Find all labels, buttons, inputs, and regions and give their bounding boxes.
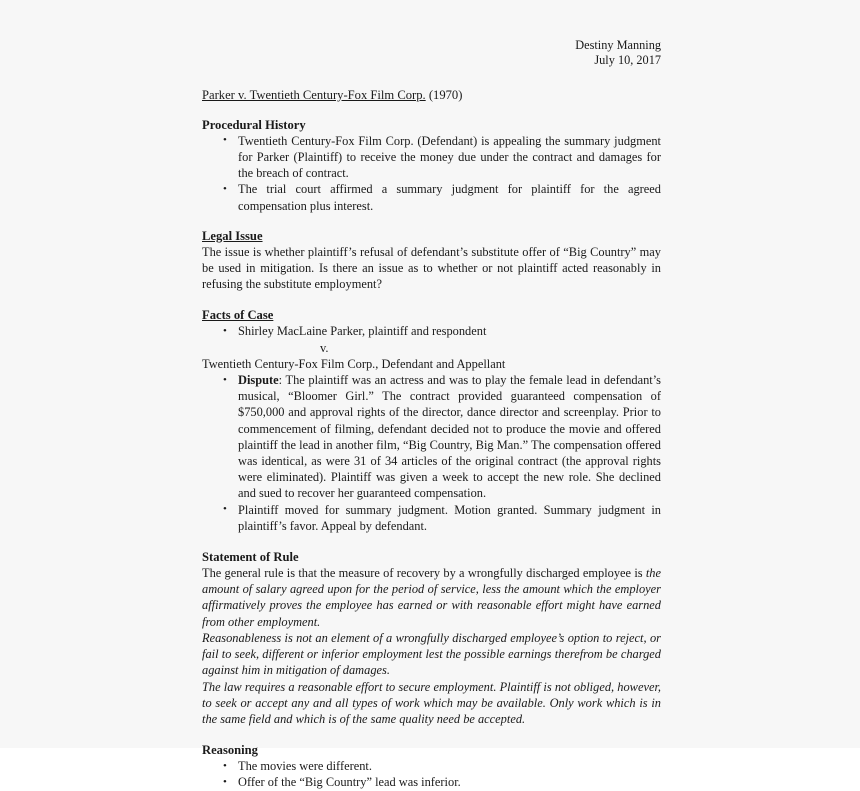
heading-facts-of-case: Facts of Case — [202, 308, 274, 323]
list-item: • The trial court affirmed a summary judgment for plaintiff for the agreed compensation plus interest. — [202, 181, 661, 213]
statement-of-rule-paragraph-1 — [202, 565, 661, 630]
case-citation-title — [202, 87, 661, 103]
versus-line: v. — [320, 340, 329, 355]
list-item-dispute — [202, 372, 661, 502]
heading-statement-of-rule: Statement of Rule — [202, 550, 299, 565]
heading-legal-issue: Legal Issue — [202, 228, 263, 243]
defendant-party-line: Twentieth Century-Fox Film Corp., Defendant and Appellant — [202, 356, 506, 371]
statement-of-rule-paragraph-2: Reasonableness is not an element of a wrongfully discharged employee’s option to reject, or fail to seek, different or inferior employment lest the possible earnings therefrom be charged against him in mitigation of damages. — [202, 630, 661, 678]
case-year: (1970) — [425, 87, 463, 102]
statement-of-rule-paragraph-3: The law requires a reasonable effort to secure employment. Plaintiff is not obliged, however, to seek or accept any and all types of work which may be available. Only work which is in the same field and which is of the same quality need be accepted. — [202, 679, 661, 726]
heading-reasoning: Reasoning — [202, 743, 258, 758]
dispute-body: : The plaintiff was an actress and was to play the female lead in defendant’s musical, “Bloomer Girl.” The contract provided guaranteed compensation of $750,000 and approval rights of the director, dance director and screenplay. Prior to commencement of filming, defendant decided not to produce the movie and offered plaintiff the lead in another film, “Big Country, Big Man.” The compensation offered was identical, as were 31 of 34 articles of the original contract (the approval rights were eliminated). Plaintiff was given a week to accept the new role. She declined and sued to recover her guaranteed compensation. — [238, 373, 661, 501]
rule-lead-in: The general rule is that the measure of recovery by a wrongfully discharged employee is — [202, 566, 646, 581]
list-item: • Offer of the “Big Country” lead was inferior. — [202, 774, 661, 790]
list-item: • Twentieth Century-Fox Film Corp. (Defendant) is appealing the summary judgment for Parker (Plaintiff) to receive the money due under the contract and damages for the breach of contract. — [202, 133, 661, 182]
reasoning-list — [202, 758, 661, 790]
case-name: Parker v. Twentieth Century-Fox Film Corp. — [202, 87, 426, 102]
list-item: • Plaintiff moved for summary judgment. Motion granted. Summary judgment in plaintiff’s favor. Appeal by defendant. — [202, 502, 661, 534]
facts-dispute-list — [202, 372, 661, 534]
author-name: Destiny Manning — [575, 38, 661, 52]
list-item: • Shirley MacLaine Parker, plaintiff and respondent — [202, 323, 661, 339]
document-date: July 10, 2017 — [594, 53, 661, 68]
rule-italic-quote: the amount of salary agreed upon for the period of service, less the amount which the employer affirmatively proves the employee has earned or with reasonable effort might have earned from other employment. — [202, 566, 661, 629]
legal-issue-body: The issue is whether plaintiff’s refusal of defendant’s substitute offer of “Big Country” may be used in mitigation. Is there an issue as to whether or not plaintiff acted reasonably in refusing the substitute employment? — [202, 244, 661, 292]
facts-party-list — [202, 323, 661, 339]
dispute-label: Dispute — [238, 373, 279, 388]
list-item: • The movies were different. — [202, 758, 661, 774]
document-header — [202, 0, 661, 69]
procedural-history-list — [202, 133, 661, 214]
heading-procedural-history: Procedural History — [202, 117, 306, 132]
document-body — [202, 0, 661, 791]
